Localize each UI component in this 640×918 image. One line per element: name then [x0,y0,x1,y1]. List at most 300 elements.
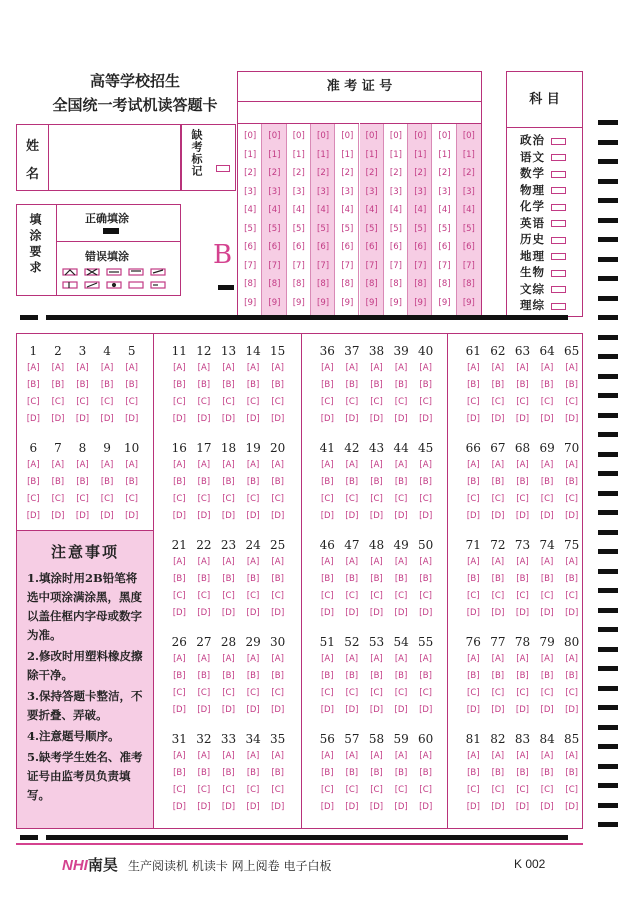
answer-bubble[interactable]: [D] [419,802,433,812]
answer-bubble[interactable]: [B] [467,380,480,390]
answer-bubble[interactable]: [C] [76,397,89,407]
answer-bubble[interactable]: [A] [197,460,211,470]
digit-bubble[interactable]: [4] [389,205,402,215]
answer-bubble[interactable]: [A] [345,460,359,470]
answer-bubble[interactable]: [C] [516,494,529,504]
digit-bubble[interactable]: [8] [292,279,305,289]
answer-bubble[interactable]: [A] [197,654,211,664]
answer-bubble[interactable]: [D] [345,705,359,715]
answer-bubble[interactable]: [C] [467,397,480,407]
answer-bubble[interactable]: [D] [565,414,579,424]
answer-bubble[interactable]: [D] [394,511,408,521]
answer-bubble[interactable]: [B] [516,380,529,390]
digit-bubble[interactable]: [5] [389,223,402,234]
digit-bubble[interactable]: [6] [292,242,305,252]
digit-bubble[interactable]: [3] [268,186,281,197]
digit-bubble[interactable]: [1] [414,149,427,160]
answer-bubble[interactable]: [A] [51,460,65,470]
answer-bubble[interactable]: [B] [173,477,186,487]
answer-bubble[interactable]: [D] [515,511,530,521]
answer-bubble[interactable]: [C] [173,397,186,407]
digit-bubble[interactable]: [8] [389,279,402,289]
answer-bubble[interactable]: [D] [197,414,211,424]
digit-bubble[interactable]: [0] [317,131,330,141]
answer-bubble[interactable]: [A] [419,363,432,373]
answer-bubble[interactable]: [B] [419,574,432,584]
answer-bubble[interactable]: [C] [516,591,529,601]
answer-bubble[interactable]: [D] [221,511,236,521]
admission-write-box[interactable] [408,102,432,124]
digit-bubble[interactable]: [4] [292,205,305,215]
answer-bubble[interactable]: [A] [100,460,114,470]
answer-bubble[interactable]: [C] [370,397,383,407]
answer-bubble[interactable]: [D] [466,414,480,424]
answer-bubble[interactable]: [D] [26,511,40,521]
answer-bubble[interactable]: [A] [491,557,505,567]
digit-bubble[interactable]: [6] [244,242,257,252]
answer-bubble[interactable]: [A] [76,460,89,470]
answer-bubble[interactable]: [D] [394,802,408,812]
answer-bubble[interactable]: [A] [345,654,359,664]
answer-bubble[interactable]: [A] [491,751,505,761]
digit-bubble[interactable]: [7] [268,260,281,271]
digit-bubble[interactable]: [8] [438,279,451,289]
subject-item[interactable] [520,182,582,199]
answer-bubble[interactable]: [C] [246,688,260,698]
subject-item[interactable] [520,231,582,248]
digit-bubble[interactable]: [7] [462,260,475,271]
answer-bubble[interactable]: [D] [172,414,186,424]
answer-bubble[interactable]: [B] [76,380,89,390]
answer-bubble[interactable]: [A] [271,751,284,761]
admission-write-box[interactable] [311,102,335,124]
answer-bubble[interactable]: [B] [419,380,432,390]
answer-bubble[interactable]: [B] [419,477,432,487]
answer-bubble[interactable]: [D] [320,511,334,521]
subject-bubble[interactable] [551,187,566,194]
answer-bubble[interactable]: [A] [321,751,334,761]
answer-bubble[interactable]: [A] [27,363,40,373]
answer-bubble[interactable]: [A] [540,751,554,761]
answer-bubble[interactable]: [B] [51,380,65,390]
answer-bubble[interactable]: [B] [222,671,235,681]
answer-bubble[interactable]: [C] [27,397,40,407]
digit-bubble[interactable]: [5] [317,223,330,234]
digit-bubble[interactable]: [3] [414,186,427,197]
answer-bubble[interactable]: [A] [197,363,211,373]
digit-bubble[interactable]: [9] [268,297,281,308]
answer-bubble[interactable]: [D] [515,705,530,715]
answer-bubble[interactable]: [A] [222,557,235,567]
digit-bubble[interactable]: [8] [462,279,475,289]
answer-bubble[interactable]: [C] [246,785,260,795]
answer-bubble[interactable]: [A] [491,363,505,373]
answer-bubble[interactable]: [D] [515,414,530,424]
answer-bubble[interactable]: [C] [271,591,284,601]
admission-write-box[interactable] [432,102,456,124]
digit-bubble[interactable]: [1] [341,149,354,160]
answer-bubble[interactable]: [D] [100,414,114,424]
admission-write-box[interactable] [262,102,286,124]
answer-bubble[interactable]: [C] [394,397,408,407]
answer-bubble[interactable]: [A] [516,460,529,470]
answer-bubble[interactable]: [C] [345,591,359,601]
answer-bubble[interactable]: [B] [222,574,235,584]
answer-bubble[interactable]: [C] [173,494,186,504]
answer-bubble[interactable]: [B] [321,380,334,390]
digit-bubble[interactable]: [2] [268,168,281,178]
digit-bubble[interactable]: [0] [341,131,354,141]
answer-bubble[interactable]: [D] [246,802,260,812]
digit-bubble[interactable]: [2] [341,168,354,178]
answer-bubble[interactable]: [A] [394,460,408,470]
answer-bubble[interactable]: [B] [491,380,505,390]
digit-bubble[interactable]: [4] [462,205,475,215]
answer-bubble[interactable]: [C] [491,494,505,504]
answer-bubble[interactable]: [B] [540,380,554,390]
answer-bubble[interactable]: [C] [222,591,235,601]
answer-bubble[interactable]: [B] [467,574,480,584]
subject-item[interactable] [520,198,582,215]
answer-bubble[interactable]: [B] [370,477,383,487]
answer-bubble[interactable]: [C] [394,688,408,698]
answer-bubble[interactable]: [D] [271,705,285,715]
answer-bubble[interactable]: [A] [173,460,186,470]
digit-bubble[interactable]: [8] [244,279,257,289]
digit-bubble[interactable]: [7] [365,260,378,271]
answer-bubble[interactable]: [D] [491,802,505,812]
digit-bubble[interactable]: [6] [414,242,427,252]
answer-bubble[interactable]: [B] [173,380,186,390]
digit-bubble[interactable]: [1] [438,149,451,160]
answer-bubble[interactable]: [D] [320,414,334,424]
answer-bubble[interactable]: [D] [565,802,579,812]
answer-bubble[interactable]: [A] [197,557,211,567]
digit-bubble[interactable]: [0] [244,131,257,141]
answer-bubble[interactable]: [C] [51,494,65,504]
answer-bubble[interactable]: [C] [491,688,505,698]
answer-bubble[interactable]: [A] [246,751,260,761]
answer-bubble[interactable]: [B] [27,477,40,487]
admission-write-box[interactable] [287,102,311,124]
answer-bubble[interactable]: [B] [246,671,260,681]
answer-bubble[interactable]: [D] [75,414,90,424]
digit-bubble[interactable]: [5] [462,223,475,234]
digit-bubble[interactable]: [2] [438,168,451,178]
answer-bubble[interactable]: [B] [370,768,383,778]
answer-bubble[interactable]: [C] [197,494,211,504]
answer-bubble[interactable]: [A] [565,751,578,761]
digit-bubble[interactable]: [9] [389,297,402,308]
digit-bubble[interactable]: [0] [389,131,402,141]
answer-bubble[interactable]: [A] [516,363,529,373]
answer-bubble[interactable]: [B] [197,671,211,681]
answer-bubble[interactable]: [B] [197,574,211,584]
answer-bubble[interactable]: [D] [491,414,505,424]
subject-item[interactable] [520,281,582,298]
answer-bubble[interactable]: [C] [394,785,408,795]
answer-bubble[interactable]: [B] [491,768,505,778]
answer-bubble[interactable]: [D] [540,511,554,521]
answer-bubble[interactable]: [D] [271,608,285,618]
subject-bubble[interactable] [551,286,566,293]
answer-bubble[interactable]: [B] [246,768,260,778]
answer-bubble[interactable]: [B] [271,768,284,778]
answer-bubble[interactable]: [A] [370,363,383,373]
digit-bubble[interactable]: [1] [365,149,378,160]
answer-bubble[interactable]: [C] [565,785,578,795]
answer-bubble[interactable]: [D] [540,802,554,812]
answer-bubble[interactable]: [C] [222,494,235,504]
answer-bubble[interactable]: [A] [173,557,186,567]
answer-bubble[interactable]: [B] [394,477,408,487]
answer-bubble[interactable]: [C] [467,688,480,698]
answer-bubble[interactable]: [A] [246,654,260,664]
answer-bubble[interactable]: [D] [466,802,480,812]
answer-bubble[interactable]: [C] [173,591,186,601]
digit-bubble[interactable]: [4] [414,205,427,215]
answer-bubble[interactable]: [D] [540,414,554,424]
answer-bubble[interactable]: [B] [394,380,408,390]
digit-bubble[interactable]: [9] [365,297,378,308]
answer-bubble[interactable]: [B] [516,477,529,487]
answer-bubble[interactable]: [D] [26,414,40,424]
answer-bubble[interactable]: [B] [370,380,383,390]
answer-bubble[interactable]: [B] [345,671,359,681]
answer-bubble[interactable]: [C] [467,494,480,504]
answer-bubble[interactable]: [C] [197,591,211,601]
digit-bubble[interactable]: [7] [438,260,451,271]
answer-bubble[interactable]: [C] [246,397,260,407]
digit-bubble[interactable]: [6] [268,242,281,252]
answer-bubble[interactable]: [C] [419,397,432,407]
answer-bubble[interactable]: [C] [271,688,284,698]
answer-bubble[interactable]: [D] [565,705,579,715]
answer-bubble[interactable]: [D] [491,511,505,521]
answer-bubble[interactable]: [C] [540,591,554,601]
answer-bubble[interactable]: [B] [51,477,65,487]
answer-bubble[interactable]: [B] [27,380,40,390]
answer-bubble[interactable]: [B] [173,671,186,681]
answer-bubble[interactable]: [B] [246,574,260,584]
answer-bubble[interactable]: [D] [271,802,285,812]
answer-bubble[interactable]: [D] [394,414,408,424]
answer-bubble[interactable]: [D] [466,511,480,521]
answer-bubble[interactable]: [B] [419,768,432,778]
digit-bubble[interactable]: [3] [292,186,305,197]
answer-bubble[interactable]: [B] [540,574,554,584]
answer-bubble[interactable]: [C] [370,785,383,795]
answer-bubble[interactable]: [D] [369,414,384,424]
answer-bubble[interactable]: [C] [51,397,65,407]
digit-bubble[interactable]: [4] [317,205,330,215]
subject-bubble[interactable] [551,253,566,260]
answer-bubble[interactable]: [B] [540,477,554,487]
answer-bubble[interactable]: [A] [370,460,383,470]
answer-bubble[interactable]: [D] [51,414,65,424]
answer-bubble[interactable]: [D] [369,705,384,715]
answer-bubble[interactable]: [D] [419,608,433,618]
digit-bubble[interactable]: [7] [414,260,427,271]
answer-bubble[interactable]: [C] [125,494,138,504]
answer-bubble[interactable]: [C] [370,688,383,698]
answer-bubble[interactable]: [D] [491,608,505,618]
admission-write-box[interactable] [360,102,384,124]
answer-bubble[interactable]: [D] [197,705,211,715]
answer-bubble[interactable]: [A] [419,460,432,470]
answer-bubble[interactable]: [C] [491,591,505,601]
answer-bubble[interactable]: [A] [516,557,529,567]
answer-bubble[interactable]: [A] [246,460,260,470]
answer-bubble[interactable]: [D] [419,705,433,715]
answer-bubble[interactable]: [D] [369,511,384,521]
answer-bubble[interactable]: [A] [467,557,480,567]
digit-bubble[interactable]: [5] [414,223,427,234]
answer-bubble[interactable]: [A] [173,654,186,664]
admission-write-box[interactable] [238,102,262,124]
answer-bubble[interactable]: [D] [246,608,260,618]
answer-bubble[interactable]: [C] [222,397,235,407]
answer-bubble[interactable]: [C] [565,494,578,504]
answer-bubble[interactable]: [B] [540,671,554,681]
answer-bubble[interactable]: [A] [540,363,554,373]
answer-bubble[interactable]: [D] [491,705,505,715]
answer-bubble[interactable]: [A] [271,654,284,664]
digit-bubble[interactable]: [3] [389,186,402,197]
answer-bubble[interactable]: [A] [197,751,211,761]
answer-bubble[interactable]: [B] [565,768,578,778]
answer-bubble[interactable]: [A] [271,557,284,567]
answer-bubble[interactable]: [C] [321,591,334,601]
answer-bubble[interactable]: [A] [565,654,578,664]
answer-bubble[interactable]: [B] [173,574,186,584]
answer-bubble[interactable]: [D] [125,414,139,424]
digit-bubble[interactable]: [9] [317,297,330,308]
answer-bubble[interactable]: [D] [345,511,359,521]
answer-bubble[interactable]: [A] [394,654,408,664]
digit-bubble[interactable]: [9] [341,297,354,308]
answer-bubble[interactable]: [D] [345,414,359,424]
answer-bubble[interactable]: [D] [125,511,139,521]
answer-bubble[interactable]: [C] [173,785,186,795]
answer-bubble[interactable]: [A] [467,363,480,373]
answer-bubble[interactable]: [C] [197,688,211,698]
answer-bubble[interactable]: [D] [221,414,236,424]
answer-bubble[interactable]: [B] [125,477,138,487]
answer-bubble[interactable]: [B] [540,768,554,778]
answer-bubble[interactable]: [C] [173,688,186,698]
answer-bubble[interactable]: [B] [321,477,334,487]
subject-item[interactable] [520,165,582,182]
answer-bubble[interactable]: [D] [515,608,530,618]
answer-bubble[interactable]: [A] [222,363,235,373]
absent-checkbox[interactable] [216,165,230,172]
answer-bubble[interactable]: [C] [222,785,235,795]
answer-bubble[interactable]: [C] [565,397,578,407]
answer-bubble[interactable]: [C] [516,688,529,698]
answer-bubble[interactable]: [D] [246,705,260,715]
answer-bubble[interactable]: [A] [246,557,260,567]
digit-bubble[interactable]: [2] [292,168,305,178]
answer-bubble[interactable]: [B] [345,574,359,584]
answer-bubble[interactable]: [B] [565,574,578,584]
digit-bubble[interactable]: [6] [462,242,475,252]
answer-bubble[interactable]: [C] [27,494,40,504]
subject-item[interactable] [520,132,582,149]
answer-bubble[interactable]: [B] [76,477,89,487]
digit-bubble[interactable]: [1] [292,149,305,160]
answer-bubble[interactable]: [B] [467,671,480,681]
answer-bubble[interactable]: [A] [540,557,554,567]
digit-bubble[interactable]: [7] [292,260,305,271]
digit-bubble[interactable]: [5] [244,223,257,234]
answer-bubble[interactable]: [B] [271,574,284,584]
answer-bubble[interactable]: [B] [345,380,359,390]
digit-bubble[interactable]: [9] [292,297,305,308]
digit-bubble[interactable]: [7] [244,260,257,271]
digit-bubble[interactable]: [7] [317,260,330,271]
name-box[interactable] [16,124,181,191]
digit-bubble[interactable]: [5] [292,223,305,234]
digit-bubble[interactable]: [2] [365,168,378,178]
answer-bubble[interactable]: [D] [172,608,186,618]
answer-bubble[interactable]: [C] [565,591,578,601]
digit-bubble[interactable]: [1] [268,149,281,160]
answer-bubble[interactable]: [B] [516,768,529,778]
answer-bubble[interactable]: [D] [197,511,211,521]
digit-bubble[interactable]: [3] [244,186,257,197]
answer-bubble[interactable]: [B] [394,768,408,778]
answer-bubble[interactable]: [C] [345,785,359,795]
answer-bubble[interactable]: [D] [369,802,384,812]
answer-bubble[interactable]: [C] [516,397,529,407]
digit-bubble[interactable]: [8] [317,279,330,289]
answer-bubble[interactable]: [D] [419,511,433,521]
answer-bubble[interactable]: [A] [321,654,334,664]
answer-bubble[interactable]: [B] [246,477,260,487]
digit-bubble[interactable]: [2] [414,168,427,178]
digit-bubble[interactable]: [0] [268,131,281,141]
answer-bubble[interactable]: [B] [394,671,408,681]
answer-bubble[interactable]: [D] [197,608,211,618]
answer-bubble[interactable]: [D] [246,414,260,424]
answer-bubble[interactable]: [B] [565,380,578,390]
answer-bubble[interactable]: [B] [370,574,383,584]
answer-bubble[interactable]: [C] [491,397,505,407]
answer-bubble[interactable]: [C] [345,688,359,698]
answer-bubble[interactable]: [C] [419,785,432,795]
answer-bubble[interactable]: [B] [173,768,186,778]
digit-bubble[interactable]: [8] [341,279,354,289]
answer-bubble[interactable]: [A] [100,363,114,373]
digit-bubble[interactable]: [0] [292,131,305,141]
answer-bubble[interactable]: [A] [321,460,334,470]
subject-bubble[interactable] [551,270,566,277]
digit-bubble[interactable]: [8] [268,279,281,289]
digit-bubble[interactable]: [4] [365,205,378,215]
answer-bubble[interactable]: [A] [222,654,235,664]
answer-bubble[interactable]: [B] [100,380,114,390]
answer-bubble[interactable]: [D] [271,414,285,424]
answer-bubble[interactable]: [C] [321,688,334,698]
answer-bubble[interactable]: [A] [345,751,359,761]
digit-bubble[interactable]: [0] [365,131,378,141]
answer-bubble[interactable]: [B] [246,380,260,390]
answer-bubble[interactable]: [A] [222,751,235,761]
subject-item[interactable] [520,215,582,232]
answer-bubble[interactable]: [D] [540,608,554,618]
answer-bubble[interactable]: [D] [369,608,384,618]
